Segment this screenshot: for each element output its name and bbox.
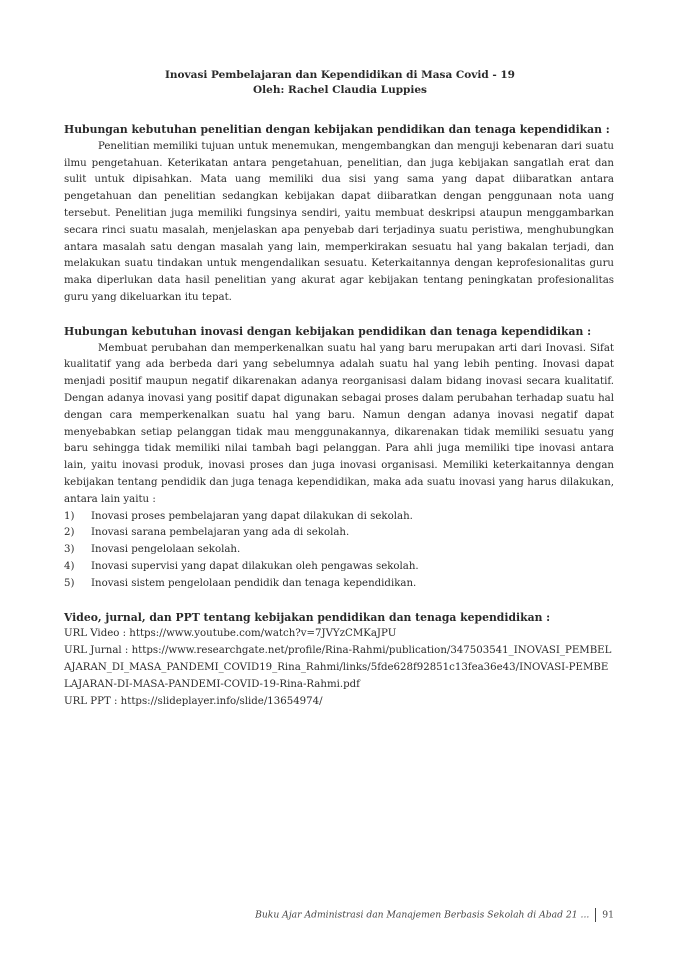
footer-divider xyxy=(595,908,596,922)
list-item xyxy=(64,509,614,526)
list-text: Inovasi proses pembelajaran yang dapat dilakukan di sekolah. xyxy=(91,510,413,522)
author-line: Oleh: Rachel Claudia Luppies xyxy=(253,84,427,96)
video-url[interactable]: URL Video : https://www.youtube.com/watch?v=7JVYzCMKaJPU xyxy=(64,628,397,640)
list-item xyxy=(64,559,614,576)
list-number: 1) xyxy=(64,510,75,522)
section-heading-inovasi: Hubungan kebutuhan inovasi dengan kebijakan pendidikan dan tenaga kependidikan : xyxy=(64,324,592,338)
list-text: Inovasi sistem pengelolaan pendidik dan tenaga kependidikan. xyxy=(91,577,417,589)
paragraph-inovasi: Membuat perubahan dan memperkenalkan suatu hal yang baru merupakan arti dari Inovasi. Sifat kualitatif yang ada berbeda dari yang sebelumnya adalah suatu hal yang lebih penting. Inovasi dapat menjadi positif maupun negatif dikarenakan adanya reorganisasi dalam bidang inovasi secara kualitatif. Dengan adanya inovasi yang positif dapat digunakan sebagai proses dalam perubahan terhadap suatu hal dengan cara memperkenalkan suatu hal yang baru. Namun dengan adanya inovasi negatif dapat menyebabkan setiap pelanggan tidak mau menggunakannya, dikarenakan tidak memiliki sesuatu yang baru sehingga tidak memiliki nilai tambah bagi pelanggan. Para ahli juga memiliki tipe inovasi antara lain, yaitu inovasi produk, inovasi proses dan juga inovasi organisasi. Memiliki keterkaitannya dengan kebijakan tentang pendidik dan juga tenaga kependidikan, maka ada suatu inovasi yang harus dilakukan, antara lain yaitu : xyxy=(64,342,614,505)
list-item xyxy=(64,542,614,559)
section-heading-resources: Video, jurnal, dan PPT tentang kebijakan pendidikan dan tenaga kependidikan : xyxy=(64,610,551,624)
paragraph-penelitian: Penelitian memiliki tujuan untuk menemukan, mengembangkan dan menguji kebenaran dari suatu ilmu pengetahuan. Keterikatan antara pengetahuan, penelitian, dan juga kebijakan sangatlah erat dan sulit untuk dipisahkan. Mata uang memiliki dua sisi yang sama yang dapat diibaratkan antara pengetahuan dan penelitian sedangkan kebijakan dapat diibaratkan dengan penggunaan nota uang tersebut. Penelitian juga memiliki fungsinya sendiri, yaitu membuat deskripsi ataupun menggambarkan secara rinci suatu masalah, menjelaskan apa penyebab dari terjadinya suatu peristiwa, menghubungkan antara masalah satu dengan masalah yang lain, memperkirakan sesuatu hal yang bakalan terjadi, dan melakukan suatu tindakan untuk mengendalikan sesuatu. Keterkaitannya dengan keprofesionalitas guru maka diperlukan data hasil penelitian yang akurat agar kebijakan tentang peningkatan profesionalitas guru yang dikeluarkan itu tepat. xyxy=(64,140,614,303)
ppt-url[interactable]: URL PPT : https://slideplayer.info/slide/13654974/ xyxy=(64,695,323,707)
list-text: Inovasi supervisi yang dapat dilakukan oleh pengawas sekolah. xyxy=(91,560,419,572)
list-text: Inovasi sarana pembelajaran yang ada di sekolah. xyxy=(91,527,350,539)
list-number: 5) xyxy=(64,577,75,589)
page-number: 91 xyxy=(602,909,614,921)
list-item xyxy=(64,525,614,542)
list-number: 3) xyxy=(64,544,75,556)
footer-book-title: Buku Ajar Administrasi dan Manajemen Berbasis Sekolah di Abad 21 ... xyxy=(255,909,590,921)
jurnal-url[interactable]: URL Jurnal : https://www.researchgate.net/profile/Rina-Rahmi/publication/347503541_INOVASI_PEMBELAJARAN_DI_MASA_PANDEMI_COVID19_Rina_Rahmi/links/5fde628f92851c13fea36e43/INOVASI-PEMBELAJARAN-DI-MASA-PANDEMI-COVID-19-Rina-Rahmi.pdf xyxy=(64,645,612,690)
inovasi-list xyxy=(64,509,614,593)
document-body xyxy=(64,122,614,710)
page-footer xyxy=(0,908,614,922)
list-number: 4) xyxy=(64,560,75,572)
list-text: Inovasi pengelolaan sekolah. xyxy=(91,544,241,556)
section-heading-penelitian: Hubungan kebutuhan penelitian dengan kebijakan pendidikan dan tenaga kependidikan : xyxy=(64,123,610,136)
list-number: 2) xyxy=(64,527,75,539)
list-item xyxy=(64,576,614,593)
title-line: Inovasi Pembelajaran dan Kependidikan di Masa Covid - 19 xyxy=(164,69,515,81)
document-title xyxy=(0,68,680,98)
